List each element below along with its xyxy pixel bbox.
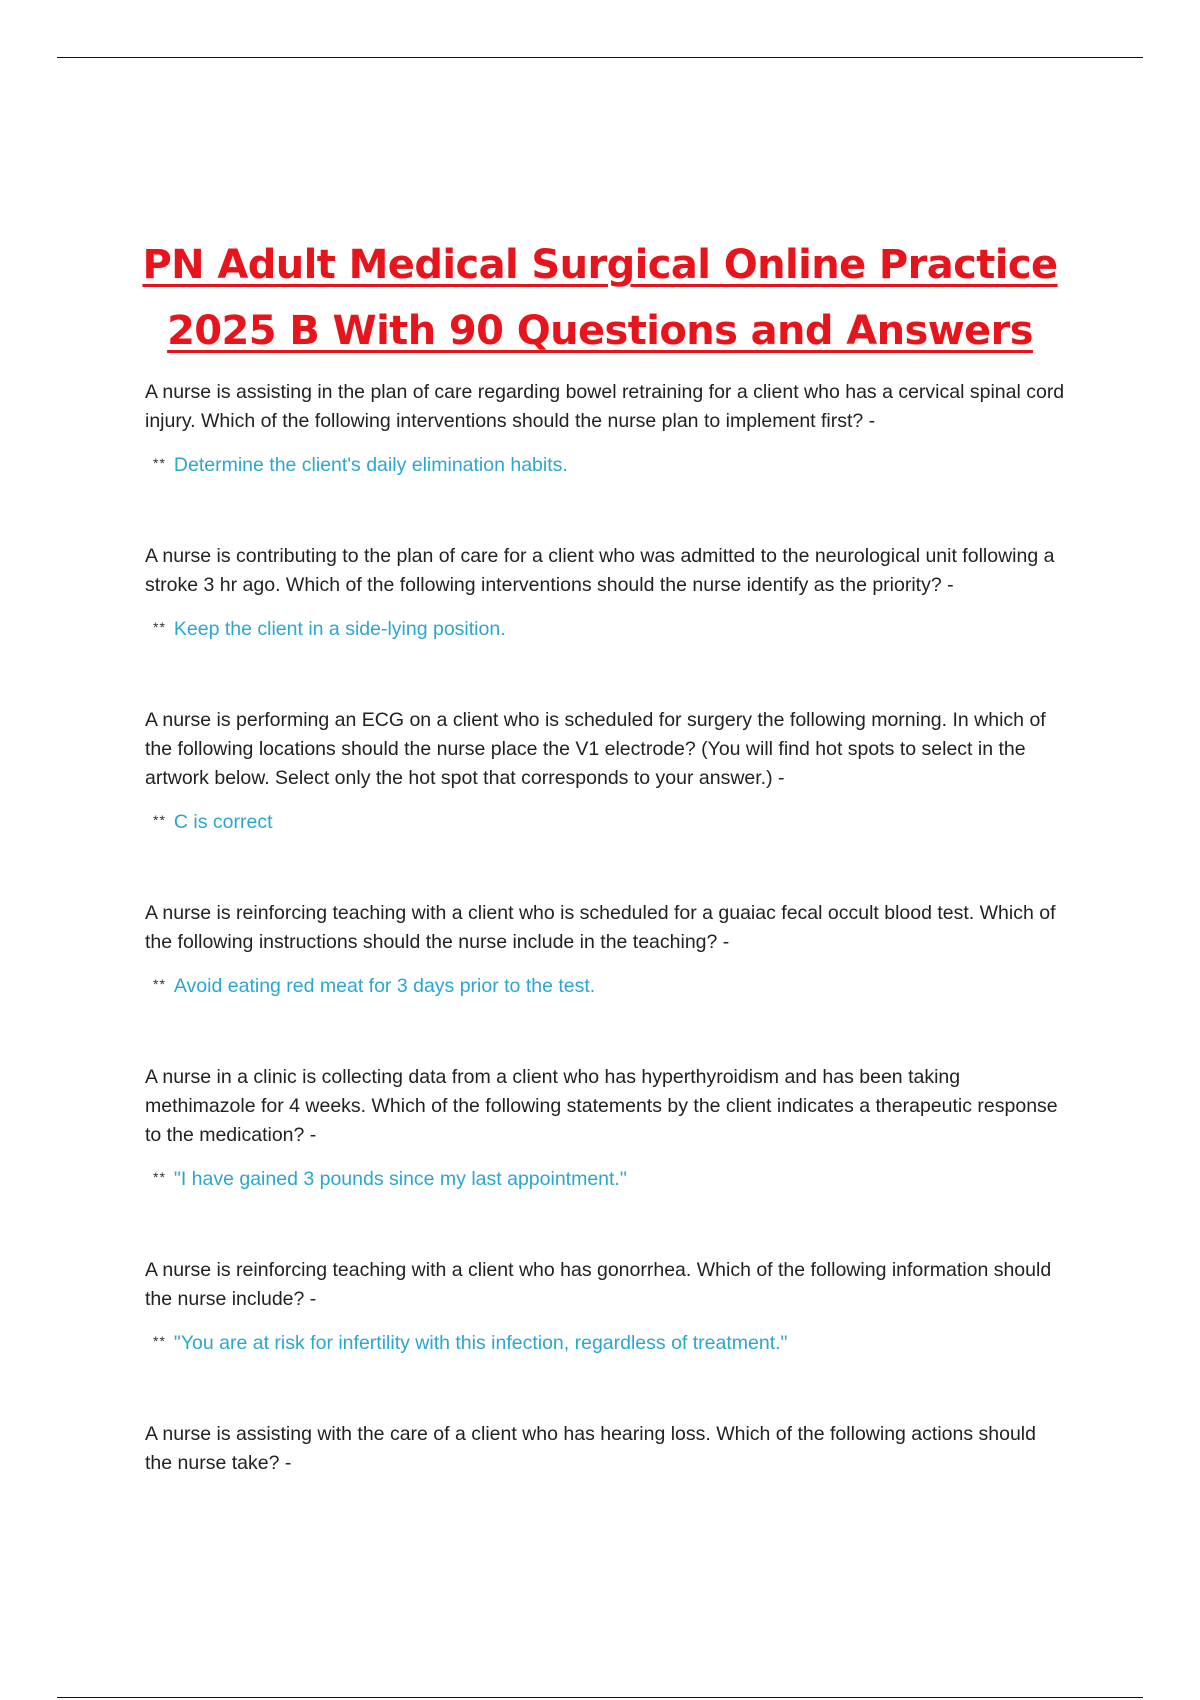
document-title-line-1: PN Adult Medical Surgical Online Practice (142, 242, 1058, 288)
answer-line (153, 1163, 1065, 1194)
qa-item (145, 1063, 1065, 1194)
question-text: A nurse is contributing to the plan of care for a client who was admitted to the neurological unit following a stroke 3 hr ago. Which of the following interventions should the nurse identify as the priority? - (145, 545, 1055, 596)
answer-text: C is correct (173, 811, 273, 833)
answer-line (153, 613, 1065, 644)
answer-bullet-icon: ** (153, 976, 166, 992)
bottom-rule (57, 1697, 1143, 1698)
answer-line (153, 1327, 1065, 1358)
qa-list (145, 378, 1065, 1540)
answer-text: Determine the client's daily elimination habits. (173, 454, 568, 476)
answer-bullet-icon: ** (153, 1169, 166, 1185)
top-rule (57, 57, 1143, 58)
qa-item (145, 1420, 1065, 1478)
answer-line (153, 806, 1065, 837)
document-title (100, 232, 1100, 364)
qa-item (145, 899, 1065, 1001)
question-text: A nurse is assisting in the plan of care regarding bowel retraining for a client who has a cervical spinal cord injury. Which of the following interventions should the nurse plan to implement first? - (145, 381, 1065, 432)
question-text: A nurse is reinforcing teaching with a client who has gonorrhea. Which of the following information should the nurse include? - (145, 1259, 1052, 1310)
answer-line (153, 449, 1065, 480)
answer-text: Keep the client in a side-lying position. (173, 618, 506, 640)
question-text: A nurse is performing an ECG on a client who is scheduled for surgery the following morning. In which of the following locations should the nurse place the V1 electrode? (You will find hot spots to select in the artwork below. Select only the hot spot that corresponds to your answer.) - (145, 709, 1046, 789)
qa-item (145, 542, 1065, 644)
answer-bullet-icon: ** (153, 812, 166, 828)
qa-item (145, 1256, 1065, 1358)
answer-line (153, 970, 1065, 1001)
qa-item (145, 706, 1065, 837)
answer-bullet-icon: ** (153, 455, 166, 471)
qa-item (145, 378, 1065, 480)
answer-text: "You are at risk for infertility with this infection, regardless of treatment." (173, 1332, 788, 1354)
document-title-line-2: 2025 B With 90 Questions and Answers (167, 308, 1033, 354)
answer-bullet-icon: ** (153, 619, 166, 635)
answer-text: "I have gained 3 pounds since my last appointment." (173, 1168, 627, 1190)
question-text: A nurse is reinforcing teaching with a client who is scheduled for a guaiac fecal occult blood test. Which of the following instructions should the nurse include in the teaching? - (145, 902, 1056, 953)
answer-text: Avoid eating red meat for 3 days prior to the test. (173, 975, 596, 997)
question-text: A nurse is assisting with the care of a client who has hearing loss. Which of the following actions should the nurse take? - (145, 1423, 1036, 1474)
answer-bullet-icon: ** (153, 1333, 166, 1349)
question-text: A nurse in a clinic is collecting data from a client who has hyperthyroidism and has been taking methimazole for 4 weeks. Which of the following statements by the client indicates a therapeutic response to the medication? - (145, 1066, 1058, 1146)
